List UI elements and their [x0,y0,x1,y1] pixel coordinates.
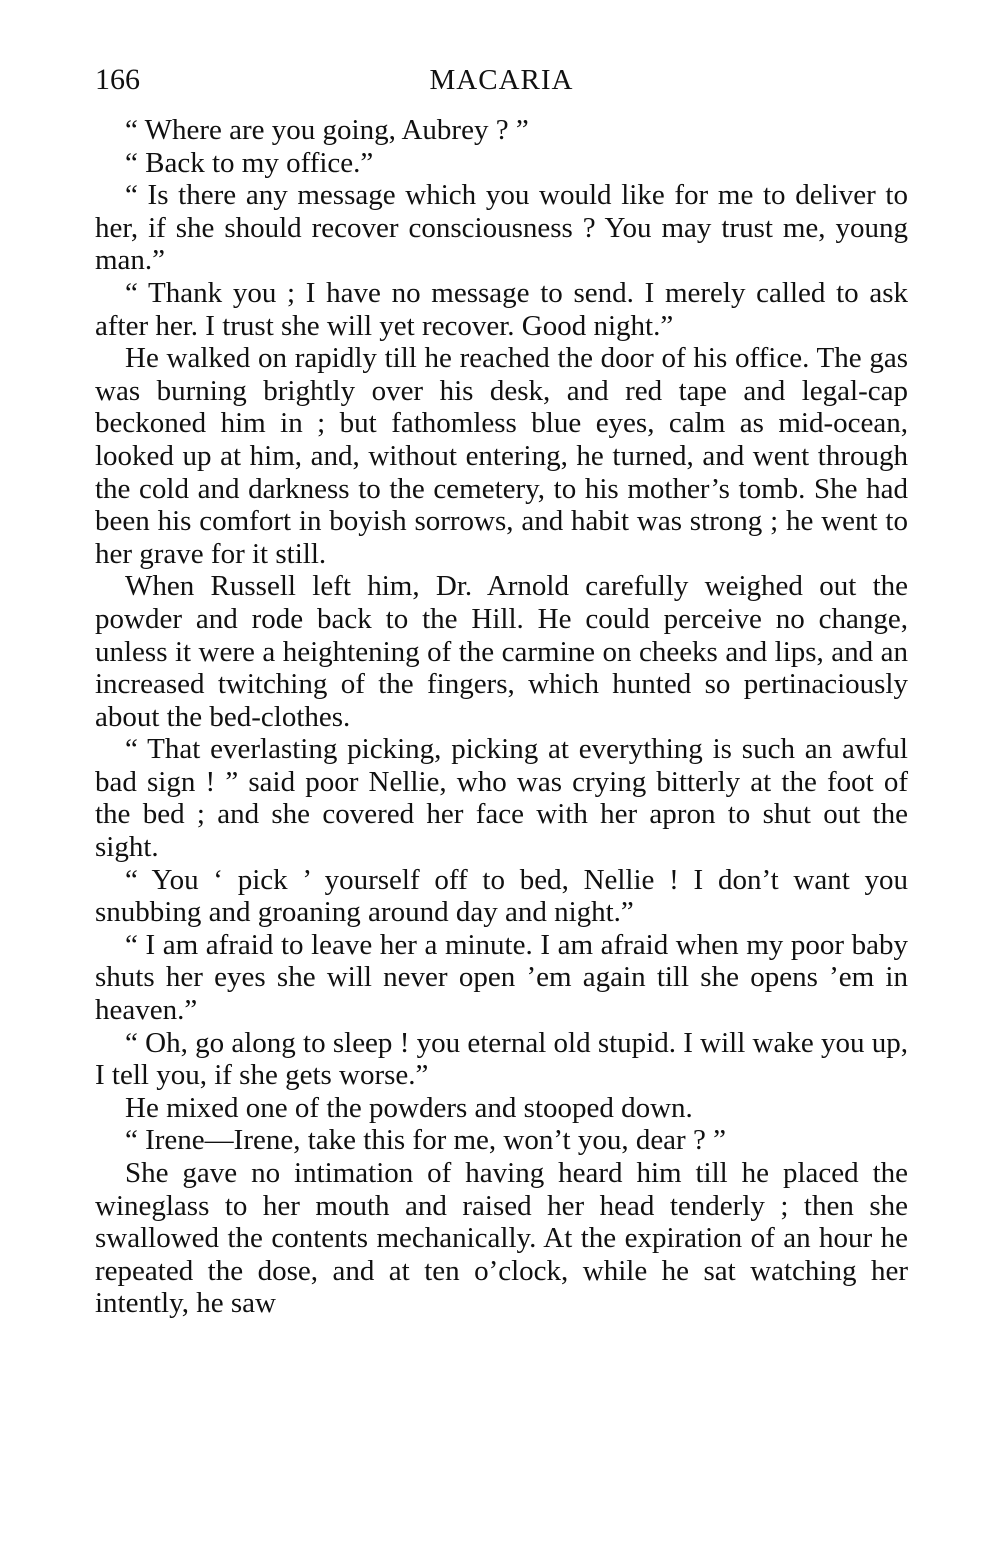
body-text [95,114,908,1320]
paragraph: “ I am afraid to leave her a minute. I am afraid when my poor baby shuts her eyes she will never open ’em again till she opens ’em in heaven.” [95,928,908,1027]
paragraph: “ You ‘ pick ’ yourself off to bed, Nellie ! I don’t want you snubbing and groaning around day and night.” [95,863,908,929]
running-title: MACARIA [429,64,574,96]
paragraph: He mixed one of the powders and stooped down. [125,1091,693,1124]
paragraph: “ Oh, go along to sleep ! you eternal old stupid. I will wake you up, I tell you, if she gets worse.” [95,1026,908,1092]
paragraph: “ Irene—Irene, take this for me, won’t you, dear ? ” [125,1124,726,1157]
paragraph: “ Is there any message which you would like for me to deliver to her, if she should recover consciousness ? You may trust me, young man.” [95,179,908,277]
paragraph: When Russell left him, Dr. Arnold carefully weighed out the powder and rode back to the Hill. He could perceive no change, unless it were a heightening of the carmine on cheeks and lips, and an increased twitching of the fingers, which hunted so pertinaciously about the bed-clothes. [95,570,908,733]
paragraph: “ Thank you ; I have no message to send. I merely called to ask after her. I trust she will yet recover. Good night.” [95,276,908,342]
page-number: 166 [95,63,140,96]
paragraph: She gave no intimation of having heard him till he placed the wineglass to her mouth and raised her head tenderly ; then she swallowed the contents mechanically. At the expiration of an hour he repeated the dose, and at ten o’clock, while he sat watching her intently, he saw [95,1157,908,1320]
paragraph: “ That everlasting picking, picking at everything is such an awful bad sign ! ” said poor Nellie, who was crying bitterly at the foot of the bed ; and she covered her face with her apron to shut out the sight. [95,733,908,864]
paragraph: He walked on rapidly till he reached the door of his office. The gas was burning brightly over his desk, and red tape and legal-cap beckoned him in ; but fathomless blue eyes, calm as mid-ocean, looked up at him, and, without entering, he turned, and went through the cold and darkness to the cemetery, to his mother’s tomb. She had been his comfort in boyish sorrows, and habit was strong ; he went to her grave for it still. [95,342,908,570]
paragraph: “ Back to my office.” [125,146,374,179]
paragraph: “ Where are you going, Aubrey ? ” [125,114,529,146]
page-header [95,62,908,102]
